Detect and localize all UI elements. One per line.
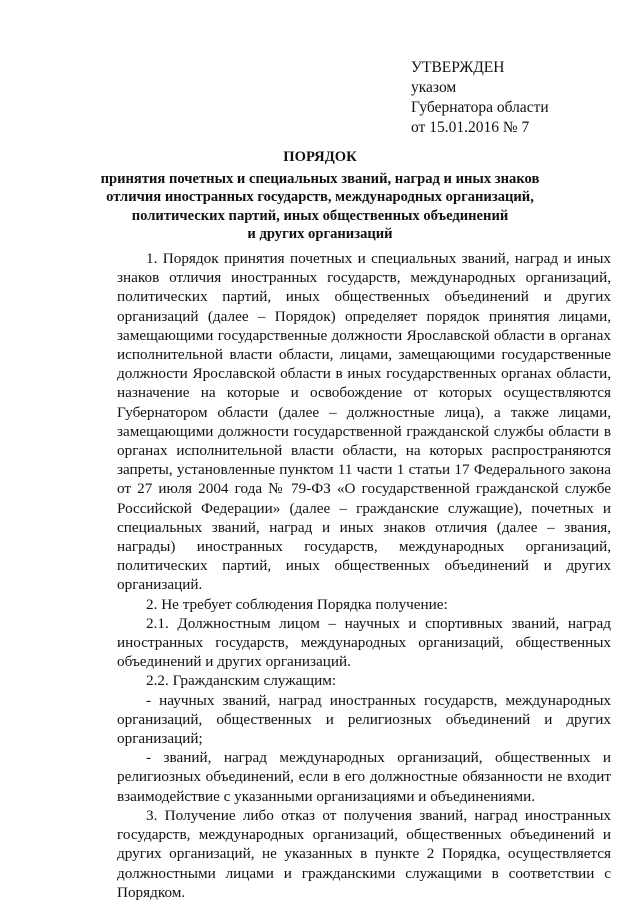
paragraph-3: 3. Получение либо отказ от получения званий, наград иностранных государств, международных организаций, общественных объединений и других организаций, не указанных в пункте 2 Порядка, осуществляется должностными лицами и гражданскими служащими в соответствии с Порядком. <box>117 806 611 901</box>
document-body <box>117 249 611 902</box>
list-item: - званий, наград международных организаций, общественных и религиозных объединений, если в его должностные обязанности не входит взаимодействие с указанными организациями и объединениями. <box>117 749 611 805</box>
list-item: - научных званий, наград иностранных государств, международных организаций, общественных и религиозных объединений и других организаций; <box>117 691 611 748</box>
paragraph-2-2: 2.2. Гражданским служащим: <box>146 672 337 690</box>
approval-line-decree: указом <box>411 79 457 96</box>
title-line: отличия иностранных государств, международных организаций, <box>106 189 534 205</box>
approval-line-governor: Губернатора области <box>411 99 549 116</box>
document-title <box>90 148 550 244</box>
approval-stamp <box>411 58 549 138</box>
paragraph-1: 1. Порядок принятия почетных и специальных званий, наград и иных знаков отличия иностранных государств, международных организаций, политических партий, иных общественных объединений и других организаций (далее – Порядок) определяет порядок принятия лицами, замещающими государственные должности Ярославской области в органах исполнительной власти области, лицами, замещающими государственные должности Ярославской области в иных государственных органах области, назначение на которые и освобождение от которых осуществляются Губернатором области (далее – должностные лица), а также лицами, замещающими должности государственной гражданской службы области в органах исполнительной власти области, на которых распространяются запреты, установленные пунктом 11 части 1 статьи 17 Федерального закона от 27 июля 2004 года № 79-ФЗ «О государственной гражданской службе Российской Федерации» (далее – гражданские служащие), почетных и специальных званий, наград и иных знаков отличия (далее – звания, награды) иностранных государств, международных организаций, политических партий, иных общественных объединений и других организаций. <box>117 250 611 594</box>
paragraph-2: 2. Не требует соблюдения Порядка получение: <box>146 595 448 613</box>
approval-line-date: от 15.01.2016 № 7 <box>411 119 530 136</box>
title-heading: ПОРЯДОК <box>283 149 357 165</box>
title-line: принятия почетных и специальных званий, наград и иных знаков <box>100 170 540 187</box>
paragraph-2-1: 2.1. Должностным лицом – научных и спортивных званий, наград иностранных государств, международных организаций, общественных объединений и других организаций. <box>117 614 611 671</box>
approval-line-approved: УТВЕРЖДЕН <box>411 59 505 76</box>
title-line: политических партий, иных общественных объединений <box>131 207 509 224</box>
title-line: и других организаций <box>247 226 393 242</box>
